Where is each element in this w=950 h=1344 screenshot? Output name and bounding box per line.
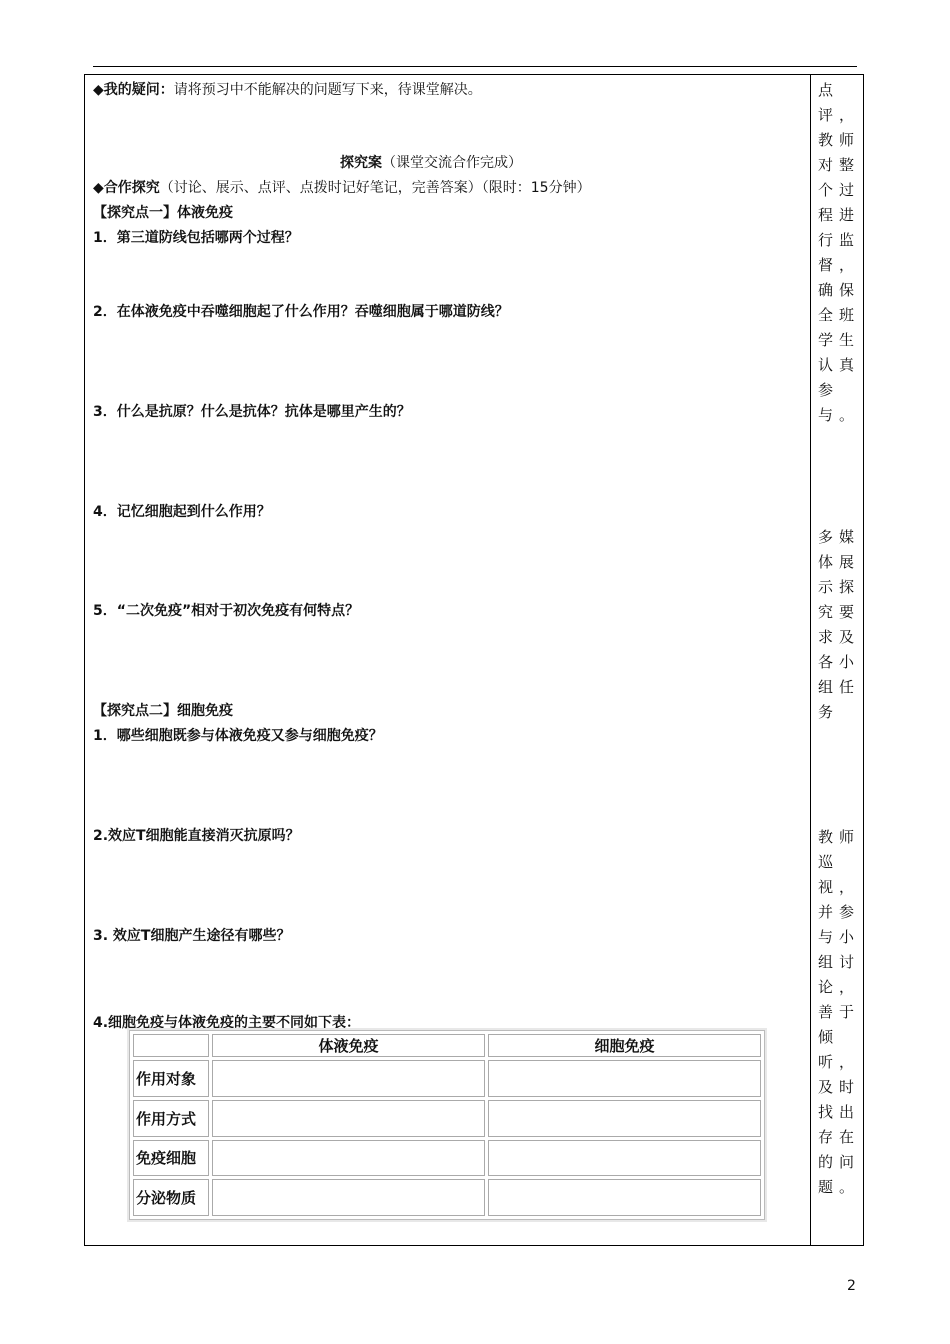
doubt-text: 请将预习中不能解决的问题写下来，待课堂解决。	[173, 82, 482, 98]
table-row	[133, 1100, 761, 1137]
table-header-row	[133, 1034, 761, 1057]
table-header-cellular: 细胞免疫	[488, 1034, 761, 1057]
table-cell	[212, 1179, 485, 1216]
coop-text: （讨论、展示、点评、点拨时记好笔记，完善答案）（限时：15分钟）	[159, 180, 591, 196]
sidebar-note-3: 教师巡视，并参与小组讨论，善于倾听，及时找出存在的问题。	[818, 828, 861, 1196]
coop-line	[93, 178, 591, 198]
doubt-line	[93, 80, 482, 100]
table-cell	[488, 1060, 761, 1097]
comparison-table	[129, 1030, 765, 1220]
table-corner-cell	[133, 1034, 209, 1057]
page-number: 2	[847, 1278, 856, 1294]
column-divider	[810, 74, 811, 1246]
point2-question-2: 2.效应T细胞能直接消灭抗原吗？	[93, 828, 300, 844]
point2-heading: 【探究点二】细胞免疫	[93, 703, 233, 719]
section-subtitle: （课堂交流合作完成）	[382, 155, 522, 171]
table-cell	[212, 1100, 485, 1137]
point2-question-4: 4.细胞免疫与体液免疫的主要不同如下表：	[93, 1015, 361, 1031]
table-cell	[488, 1179, 761, 1216]
table-row	[133, 1179, 761, 1216]
table-cell	[488, 1140, 761, 1177]
section-title: 探究案	[340, 155, 382, 171]
table-row	[133, 1060, 761, 1097]
point1-question-2: 2．在体液免疫中吞噬细胞起了什么作用？吞噬细胞属于哪道防线？	[93, 304, 509, 320]
sidebar-note-1: 点评，教师对整个过程进行监督，确保全班学生认真参与。	[818, 81, 861, 424]
table-header-humoral: 体液免疫	[212, 1034, 485, 1057]
point2-question-1: 1．哪些细胞既参与体液免疫又参与细胞免疫？	[93, 728, 383, 744]
point1-question-3: 3．什么是抗原？什么是抗体？抗体是哪里产生的？	[93, 404, 411, 420]
table-row	[133, 1140, 761, 1177]
sidebar-note-2: 多媒体展示探究要求及各小组任务	[818, 528, 861, 721]
table-cell	[212, 1060, 485, 1097]
table-row-label: 分泌物质	[133, 1179, 209, 1216]
table-cell	[488, 1100, 761, 1137]
table-row-label: 作用对象	[133, 1060, 209, 1097]
doubt-label: ◆我的疑问：	[93, 82, 174, 98]
table-cell	[212, 1140, 485, 1177]
section-title-line	[340, 153, 522, 173]
header-rule	[93, 66, 857, 67]
point1-question-1: 1．第三道防线包括哪两个过程？	[93, 230, 299, 246]
point1-question-4: 4．记忆细胞起到什么作用？	[93, 504, 271, 520]
table-row-label: 作用方式	[133, 1100, 209, 1137]
coop-label: ◆合作探究	[93, 180, 160, 196]
table-row-label: 免疫细胞	[133, 1140, 209, 1177]
point1-question-5: 5．“二次免疫”相对于初次免疫有何特点？	[93, 603, 360, 619]
point1-heading: 【探究点一】体液免疫	[93, 205, 233, 221]
point2-question-3: 3. 效应T细胞产生途径有哪些？	[93, 928, 291, 944]
